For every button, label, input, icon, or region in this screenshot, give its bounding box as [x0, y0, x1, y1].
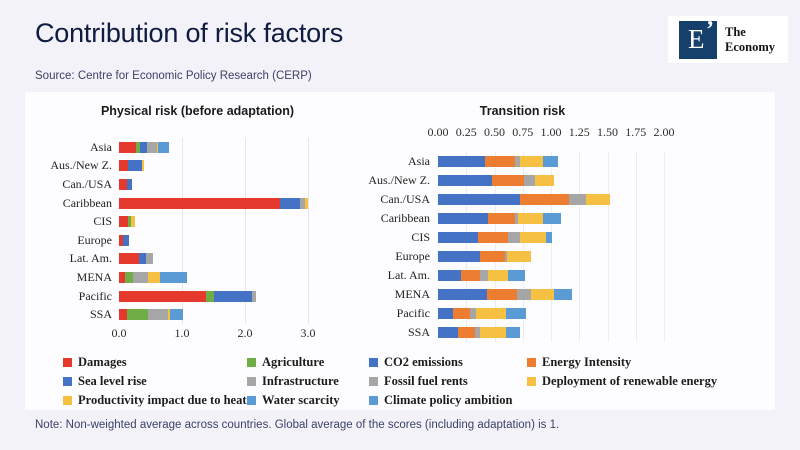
category-label: Pacific: [78, 288, 112, 303]
category-label: CIS: [411, 230, 430, 244]
bar-row-caribbean: [30, 194, 365, 213]
bar-track: [438, 175, 554, 187]
bar-track: [119, 198, 308, 209]
bar-row-asia: [30, 138, 365, 157]
category-label: Asia: [408, 154, 430, 168]
legend-column: [369, 353, 512, 410]
legend-swatch-icon: [247, 377, 256, 386]
bar-segment-agriculture: [206, 291, 214, 302]
bar-segment-climate-policy-ambition: [506, 327, 521, 339]
category-label: Pacific: [396, 306, 430, 320]
category-label: Aus./New Z.: [50, 158, 112, 173]
bar-segment-fossil-fuel-rents: [569, 194, 586, 206]
logo-text: [725, 25, 775, 54]
bar-segment-climate-policy-ambition: [554, 289, 572, 301]
bar-track: [119, 235, 129, 246]
legend-label: Agriculture: [262, 355, 325, 369]
bar-track: [119, 160, 144, 171]
legend-swatch-icon: [527, 377, 536, 386]
legend-item-co2-emissions: [369, 353, 512, 372]
bar-segment-deployment-of-renewable-energy: [476, 308, 505, 320]
bar-track: [119, 291, 256, 302]
bar-segment-damages: [119, 179, 127, 190]
category-label: Lat. Am.: [387, 268, 430, 282]
legend-label: Productivity impact due to heat: [78, 393, 247, 407]
axis-tick-label: 0.0: [111, 326, 127, 340]
bar-segment-energy-intensity: [461, 270, 480, 282]
legend-swatch-icon: [369, 396, 378, 405]
physical-risk-legend: [63, 353, 363, 411]
bar-segment-sea-level-rise: [140, 142, 147, 153]
bar-segment-infrastructure: [252, 291, 256, 302]
axis-tick-label: 1.50: [597, 125, 618, 139]
bar-row-lat-am: [350, 266, 695, 285]
category-label: Europe: [395, 249, 430, 263]
category-label: Aus./New Z.: [368, 173, 430, 187]
legend-label: Water scarcity: [262, 393, 340, 407]
logo-e-icon: [679, 16, 717, 59]
legend-item-deployment-of-renewable-energy: [527, 372, 717, 391]
bar-segment-water-scarcity: [170, 309, 183, 320]
bar-row-ssa: [30, 305, 365, 324]
bar-track: [438, 213, 561, 225]
legend-label: Sea level rise: [78, 374, 147, 388]
legend-item-fossil-fuel-rents: [369, 372, 512, 391]
bar-segment-fossil-fuel-rents: [470, 308, 477, 320]
bar-segment-co2-emissions: [438, 289, 487, 301]
bar-track: [438, 251, 531, 263]
bar-segment-sea-level-rise: [139, 253, 146, 264]
bar-track: [119, 216, 135, 227]
bar-segment-climate-policy-ambition: [546, 232, 552, 244]
bar-segment-fossil-fuel-rents: [508, 232, 520, 244]
legend-label: Energy Intensity: [542, 355, 632, 369]
transition-risk-legend: [369, 353, 718, 411]
legend-item-agriculture: [247, 353, 340, 372]
category-label: Can./USA: [62, 176, 112, 191]
axis-tick-label: 3.0: [300, 326, 316, 340]
bar-segment-co2-emissions: [438, 156, 485, 168]
bar-segment-co2-emissions: [438, 327, 458, 339]
legend-swatch-icon: [63, 377, 72, 386]
category-label: Caribbean: [62, 195, 112, 210]
bar-segment-deployment-of-renewable-energy: [586, 194, 610, 206]
legend-swatch-icon: [63, 396, 72, 405]
axis-tick-label: 1.00: [540, 125, 562, 139]
bar-segment-energy-intensity: [453, 308, 470, 320]
bar-row-ssa: [350, 323, 695, 342]
bar-segment-climate-policy-ambition: [543, 213, 561, 225]
category-label: Asia: [90, 139, 112, 154]
category-label: MENA: [394, 287, 430, 301]
bar-row-cis: [350, 228, 695, 247]
bar-track: [438, 289, 572, 301]
legend-item-damages: [63, 353, 247, 372]
bar-row-asia: [350, 152, 695, 171]
legend-column: [247, 353, 340, 410]
bar-segment-deployment-of-renewable-energy: [531, 289, 555, 301]
bar-row-pacific: [30, 287, 365, 306]
bar-segment-climate-policy-ambition: [506, 308, 526, 320]
bar-segment-co2-emissions: [438, 251, 480, 263]
bar-segment-energy-intensity: [488, 213, 515, 225]
economy-logo: [668, 16, 788, 63]
bar-segment-infrastructure: [133, 272, 148, 283]
bar-segment-agriculture: [127, 309, 148, 320]
axis-tick-label: 1.25: [568, 125, 590, 139]
bar-segment-co2-emissions: [438, 270, 461, 282]
bar-track: [438, 156, 558, 168]
bar-segment-productivity-impact-due-to-heat: [131, 216, 135, 227]
bar-segment-energy-intensity: [480, 251, 505, 263]
category-label: Can./USA: [380, 192, 430, 206]
bar-segment-co2-emissions: [438, 213, 488, 225]
legend-label: Damages: [78, 355, 127, 369]
axis-tick-label: 1.0: [174, 326, 190, 340]
bar-segment-infrastructure: [146, 253, 153, 264]
bar-segment-infrastructure: [147, 142, 157, 153]
axis-tick-label: 2.0: [237, 326, 253, 340]
legend-column: [527, 353, 717, 391]
legend-swatch-icon: [527, 358, 536, 367]
bar-segment-energy-intensity: [492, 175, 524, 187]
legend-label: CO2 emissions: [384, 355, 463, 369]
legend-item-water-scarcity: [247, 391, 340, 410]
bar-row-lat-am: [30, 250, 365, 269]
logo-text-line1: The: [725, 25, 746, 40]
category-label: SSA: [407, 325, 430, 339]
bar-segment-infrastructure: [148, 309, 168, 320]
legend-swatch-icon: [247, 358, 256, 367]
bar-track: [438, 327, 520, 339]
bar-segment-fossil-fuel-rents: [517, 289, 531, 301]
bar-track: [438, 308, 526, 320]
legend-item-sea-level-rise: [63, 372, 247, 391]
bar-segment-deployment-of-renewable-energy: [535, 175, 554, 187]
bar-segment-deployment-of-renewable-energy: [520, 232, 546, 244]
bar-segment-deployment-of-renewable-energy: [520, 156, 543, 168]
bar-segment-agriculture: [125, 272, 133, 283]
bar-track: [119, 253, 153, 264]
axis-tick-label: 0.25: [455, 125, 477, 139]
axis-tick-label: 0.00: [427, 125, 449, 139]
bar-segment-productivity-impact-due-to-heat: [148, 272, 160, 283]
bar-segment-water-scarcity: [158, 142, 169, 153]
bar-track: [438, 194, 610, 206]
bar-segment-sea-level-rise: [280, 198, 300, 209]
bar-segment-water-scarcity: [160, 272, 187, 283]
bar-track: [119, 272, 187, 283]
bar-segment-deployment-of-renewable-energy: [518, 213, 543, 225]
page-title: Contribution of risk factors: [35, 18, 344, 48]
bar-segment-sea-level-rise: [128, 160, 142, 171]
category-label: Caribbean: [380, 211, 430, 225]
legend-swatch-icon: [369, 377, 378, 386]
bar-segment-productivity-impact-due-to-heat: [305, 198, 308, 209]
bar-segment-damages: [119, 253, 139, 264]
legend-item-climate-policy-ambition: [369, 391, 512, 410]
physical-risk-chart: [30, 98, 365, 350]
legend-swatch-icon: [369, 358, 378, 367]
bar-row-can-usa: [30, 175, 365, 194]
category-label: MENA: [76, 269, 112, 284]
category-label: Europe: [77, 232, 112, 247]
bar-row-can-usa: [350, 190, 695, 209]
legend-swatch-icon: [63, 358, 72, 367]
footnote: Note: Non-weighted average across countries. Global average of the scores (including adaptation) is 1.: [35, 419, 560, 431]
bar-segment-deployment-of-renewable-energy: [507, 251, 531, 263]
category-label: Lat. Am.: [69, 251, 112, 266]
physical-risk-chart-title: Physical risk (before adaptation): [100, 104, 295, 118]
bar-segment-climate-policy-ambition: [543, 156, 558, 168]
bar-segment-deployment-of-renewable-energy: [488, 270, 508, 282]
legend-item-productivity-impact-due-to-heat: [63, 391, 247, 410]
bar-track: [438, 232, 552, 244]
category-label: SSA: [89, 307, 112, 322]
bar-segment-damages: [119, 198, 280, 209]
bar-track: [119, 142, 169, 153]
bar-row-europe: [30, 231, 365, 250]
axis-tick-label: 0.75: [512, 125, 534, 139]
bar-row-aus-new-z: [30, 157, 365, 176]
legend-item-energy-intensity: [527, 353, 717, 372]
legend-item-infrastructure: [247, 372, 340, 391]
legend-label: Deployment of renewable energy: [542, 374, 718, 388]
axis-tick-label: 1.75: [625, 125, 647, 139]
bar-segment-energy-intensity: [458, 327, 475, 339]
bar-segment-energy-intensity: [487, 289, 518, 301]
bar-segment-damages: [119, 160, 128, 171]
bar-row-caribbean: [350, 209, 695, 228]
bar-row-mena: [30, 268, 365, 287]
axis-tick-label: 2.00: [653, 125, 675, 139]
bar-segment-fossil-fuel-rents: [480, 270, 488, 282]
bar-segment-deployment-of-renewable-energy: [480, 327, 506, 339]
bar-segment-damages: [119, 291, 206, 302]
legend-label: Climate policy ambition: [384, 393, 513, 407]
bar-segment-damages: [119, 142, 136, 153]
axis-tick-label: 0.50: [484, 125, 505, 139]
logo-text-line2: Economy: [725, 39, 775, 54]
bar-track: [119, 309, 183, 320]
bar-segment-climate-policy-ambition: [508, 270, 525, 282]
bar-segment-co2-emissions: [438, 232, 478, 244]
bar-segment-co2-emissions: [438, 194, 520, 206]
bar-track: [119, 179, 132, 190]
bar-segment-sea-level-rise: [123, 235, 129, 246]
bar-track: [438, 270, 525, 282]
logo-letter: E: [688, 23, 705, 54]
logo-quote-icon: ’: [706, 16, 714, 43]
bar-segment-fossil-fuel-rents: [524, 175, 535, 187]
bar-segment-sea-level-rise: [214, 291, 252, 302]
transition-risk-chart: [350, 98, 695, 352]
bar-segment-productivity-impact-due-to-heat: [142, 160, 145, 171]
legend-column: [63, 353, 247, 410]
bar-row-europe: [350, 247, 695, 266]
source-note: Source: Centre for Economic Policy Research (CERP): [35, 70, 312, 82]
category-label: CIS: [93, 214, 112, 229]
bar-segment-sea-level-rise: [127, 179, 132, 190]
bar-row-mena: [350, 285, 695, 304]
bar-row-cis: [30, 212, 365, 231]
bar-segment-energy-intensity: [520, 194, 569, 206]
bar-segment-energy-intensity: [485, 156, 514, 168]
legend-label: Fossil fuel rents: [384, 374, 468, 388]
bar-segment-damages: [119, 309, 127, 320]
bar-row-aus-new-z: [350, 171, 695, 190]
bar-segment-co2-emissions: [438, 308, 453, 320]
legend-label: Infrastructure: [262, 374, 339, 388]
bar-row-pacific: [350, 304, 695, 323]
transition-risk-chart-title: Transition risk: [479, 104, 566, 118]
bar-segment-co2-emissions: [438, 175, 492, 187]
legend-swatch-icon: [247, 396, 256, 405]
bar-segment-energy-intensity: [478, 232, 509, 244]
bar-segment-damages: [119, 216, 128, 227]
